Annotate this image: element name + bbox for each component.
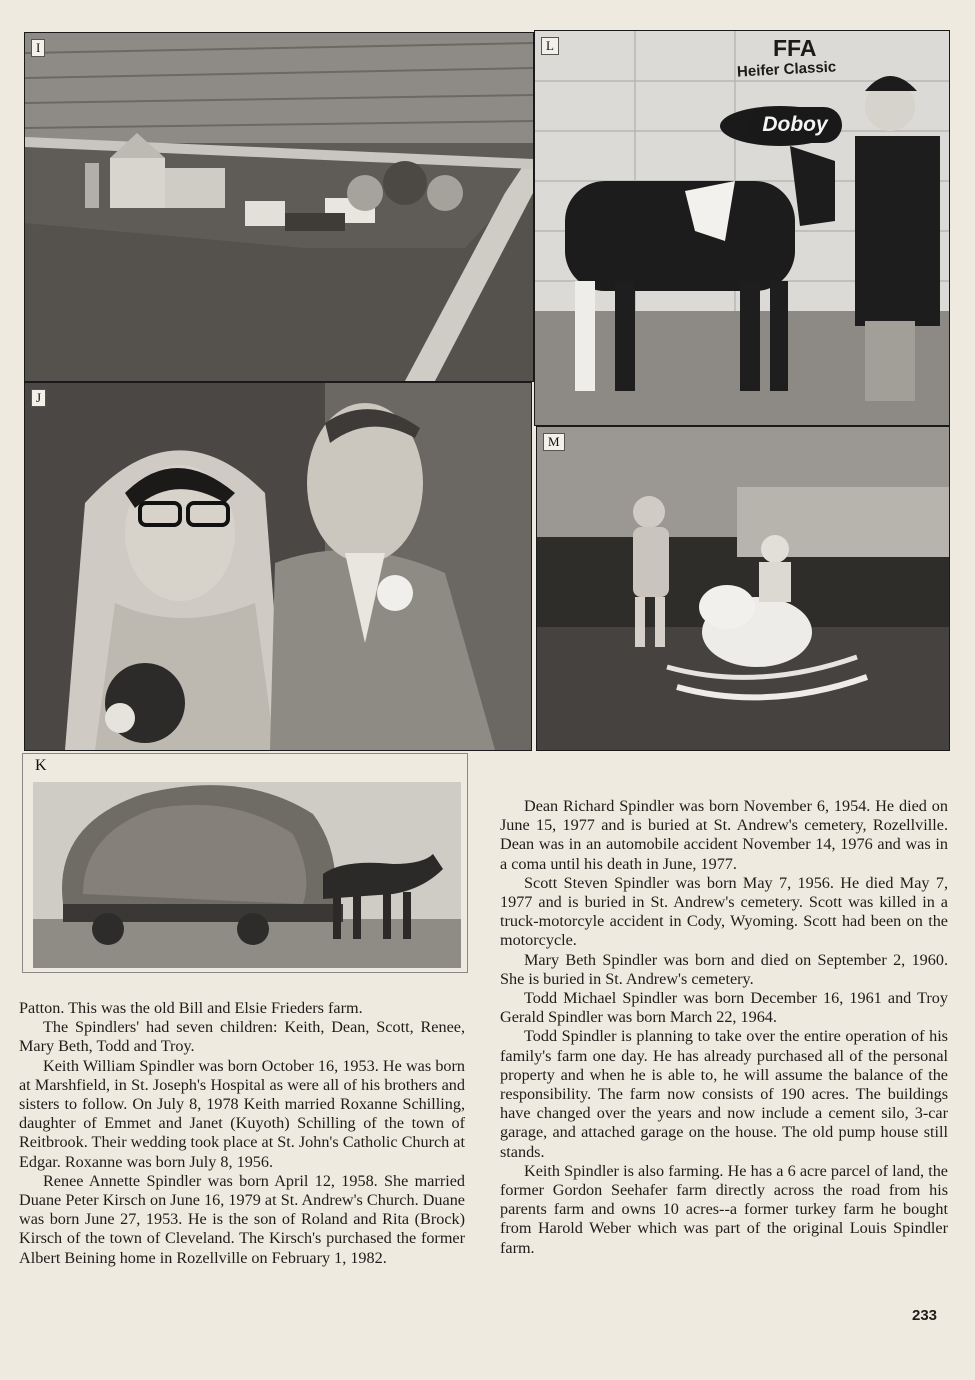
- left-text-column: [19, 999, 465, 1268]
- photo-hay-wagon: [22, 753, 468, 973]
- paragraph-keith-spindler: Keith William Spindler was born October 16, 1953. He was born at Marshfield, in St. Joseph's Hospital as were all of his brothers and sisters to follow. On July 8, 1978 Keith married Roxanne Schilling, daughter of Emmet and Janet (Kuyoth) Schilling of the town of Reitbrook. Their wedding took place at St. John's Catholic Church at Edgar. Roxanne was born July 8, 1956.: [19, 1056, 465, 1171]
- photo-ffa-heifer: [534, 30, 950, 426]
- paragraph-scott-spindler: Scott Steven Spindler was born May 7, 1956. He died May 7, 1977 and is buried in St. Andrew's cemetery. Scott was killed in a truck-motorcyle accident in Cody, Wyoming. Scott had been on the motorcycle.: [500, 873, 948, 950]
- paragraph-keith-farming: Keith Spindler is also farming. He has a 6 acre parcel of land, the former Gordon Seehafer farm directly across the road from his parents farm and owns 10 acres--a former turkey farm he bought from Harold Weber which was part of the original Louis Spindler farm.: [500, 1161, 948, 1257]
- photo-label-l: L: [541, 37, 559, 55]
- heifer-show-image: [535, 31, 949, 425]
- paragraph-seven-children: The Spindlers' had seven children: Keith, Dean, Scott, Renee, Mary Beth, Todd and Troy.: [19, 1018, 465, 1056]
- wedding-portrait-image: [25, 383, 531, 750]
- photo-label-m: M: [543, 433, 565, 451]
- photo-label-j: J: [31, 389, 46, 407]
- paragraph-mary-beth-spindler: Mary Beth Spindler was born and died on September 2, 1960. She is buried in St. Andrew's cemetery.: [500, 950, 948, 988]
- right-text-column: [500, 797, 948, 1258]
- paragraph-dean-spindler: Dean Richard Spindler was born November 6, 1954. He died on June 15, 1977 and is buried at St. Andrew's cemetery, Rozellville. Dean was in an automobile accident November 14, 1976 and was in a coma until his death in June, 1977.: [500, 797, 948, 873]
- paragraph-todd-troy-births: Todd Michael Spindler was born December 16, 1961 and Troy Gerald Spindler was born March 22, 1964.: [500, 989, 948, 1027]
- photo-children-rocking-horse: [536, 426, 950, 751]
- page-number: 233: [912, 1307, 938, 1324]
- photo-label-i: I: [31, 39, 45, 57]
- paragraph-renee-spindler: Renee Annette Spindler was born April 12, 1958. She married Duane Peter Kirsch on June 16, 1979 at St. Andrew's Church. Duane was born June 27, 1953. He is the son of Roland and Rita (Brock) Kirsch of the town of Cleveland. The Kirsch's purchased the former Albert Beining home in Rozellville on February 1, 1982.: [19, 1171, 465, 1267]
- doboy-logo: Doboy: [748, 107, 842, 143]
- children-rocking-horse-image: [537, 427, 949, 750]
- heifer-classic-sign-text: Heifer Classic: [736, 58, 837, 81]
- paragraph-frieders-farm: Patton. This was the old Bill and Elsie Frieders farm.: [19, 999, 363, 1017]
- aerial-farm-image: [25, 33, 533, 381]
- photo-wedding-portrait: [24, 382, 532, 751]
- photo-aerial-farm: [24, 32, 534, 382]
- photo-label-k: K: [35, 757, 47, 774]
- ffa-sign-text: FFA: [773, 35, 817, 61]
- paragraph-todd-farm-plans: Todd Spindler is planning to take over the entire operation of his family's farm one day. He has already purchased all of the personal property and when he is able to, he will assume the balance of the responsibility. The farm now consists of 190 acres. The buildings have changed over the years and now include a cement silo, 3-car garage, and attached garage on the house. The old pump house still stands.: [500, 1027, 948, 1161]
- hay-wagon-image: [23, 754, 467, 972]
